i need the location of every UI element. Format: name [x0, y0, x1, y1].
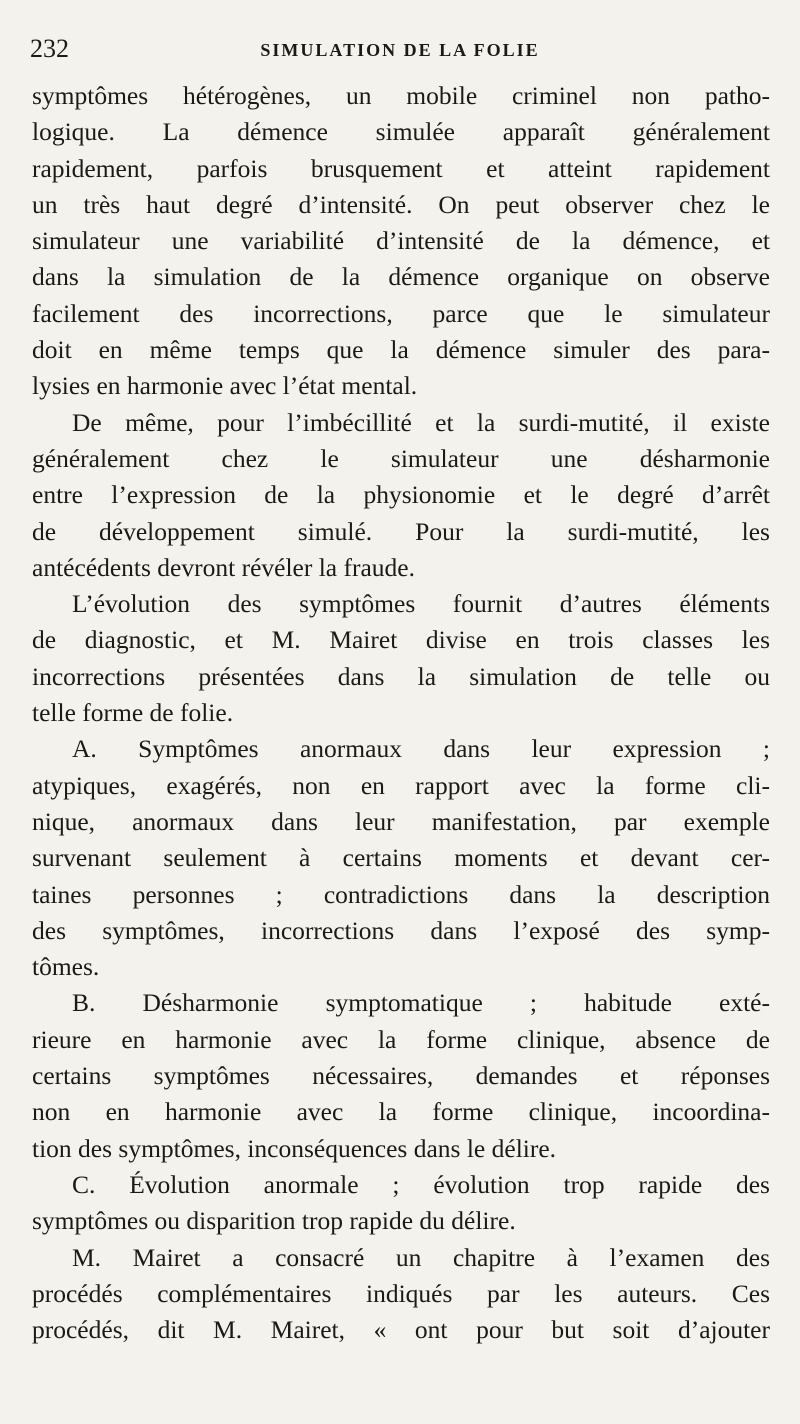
text-line: rieure en harmonie avec la forme clinique, absence de	[32, 1024, 770, 1054]
text-line: survenant seulement à certains moments et devant cer-	[32, 843, 770, 873]
page-header	[30, 34, 770, 74]
text-line: De même, pour l’imbécillité et la surdi-mutité, il existe	[72, 407, 770, 437]
text-line: de diagnostic, et M. Mairet divise en trois classes les	[32, 625, 770, 655]
text-line: rapidement, parfois brusquement et atteint rapidement	[32, 153, 770, 183]
text-line: C. Évolution anormale ; évolution trop rapide des	[72, 1169, 770, 1199]
text-line: un très haut degré d’intensité. On peut observer chez le	[32, 189, 770, 219]
text-line: symptômes hétérogènes, un mobile criminel non patho-	[32, 81, 770, 110]
text-line: B. Désharmonie symptomatique ; habitude exté-	[72, 988, 770, 1018]
text-line: telle forme de folie.	[32, 698, 234, 728]
text-line: non en harmonie avec la forme clinique, incoordina-	[32, 1097, 770, 1127]
text-line: de développement simulé. Pour la surdi-mutité, les	[32, 516, 770, 546]
text-line: entre l’expression de la physionomie et le degré d’arrêt	[32, 480, 770, 510]
text-line: dans la simulation de la démence organique on observe	[32, 262, 770, 292]
text-line: A. Symptômes anormaux dans leur expression ;	[72, 734, 770, 764]
text-line: logique. La démence simulée apparaît généralement	[32, 117, 770, 147]
running-title: SIMULATION DE LA FOLIE	[260, 40, 540, 60]
body-text	[32, 78, 770, 1348]
text-line: facilement des incorrections, parce que le simulateur	[32, 298, 770, 328]
text-line: incorrections présentées dans la simulation de telle ou	[32, 661, 770, 691]
text-line: atypiques, exagérés, non en rapport avec la forme cli-	[32, 770, 770, 800]
text-line: M. Mairet a consacré un chapitre à l’examen des	[72, 1242, 770, 1272]
text-line: généralement chez le simulateur une désharmonie	[32, 443, 770, 473]
text-line: simulateur une variabilité d’intensité de la démence, et	[32, 226, 770, 256]
text-line: L’évolution des symptômes fournit d’autres éléments	[72, 589, 770, 619]
text-line: tômes.	[32, 952, 100, 982]
text-line: symptômes ou disparition trop rapide du délire.	[32, 1206, 516, 1236]
text-line: certains symptômes nécessaires, demandes et réponses	[32, 1061, 770, 1091]
text-line: lysies en harmonie avec l’état mental.	[32, 371, 418, 401]
text-line: antécédents devront révéler la fraude.	[32, 552, 415, 582]
text-line: tion des symptômes, inconséquences dans le délire.	[32, 1133, 557, 1163]
text-line: doit en même temps que la démence simuler des para-	[32, 335, 770, 365]
text-line: des symptômes, incorrections dans l’exposé des symp-	[32, 915, 770, 945]
text-line: nique, anormaux dans leur manifestation, par exemple	[32, 806, 770, 836]
text-line: taines personnes ; contradictions dans la description	[32, 879, 770, 909]
text-line: procédés, dit M. Mairet, « ont pour but soit d’ajouter	[32, 1315, 770, 1345]
page-number: 232	[30, 34, 69, 63]
text-line: procédés complémentaires indiqués par les auteurs. Ces	[32, 1278, 770, 1308]
